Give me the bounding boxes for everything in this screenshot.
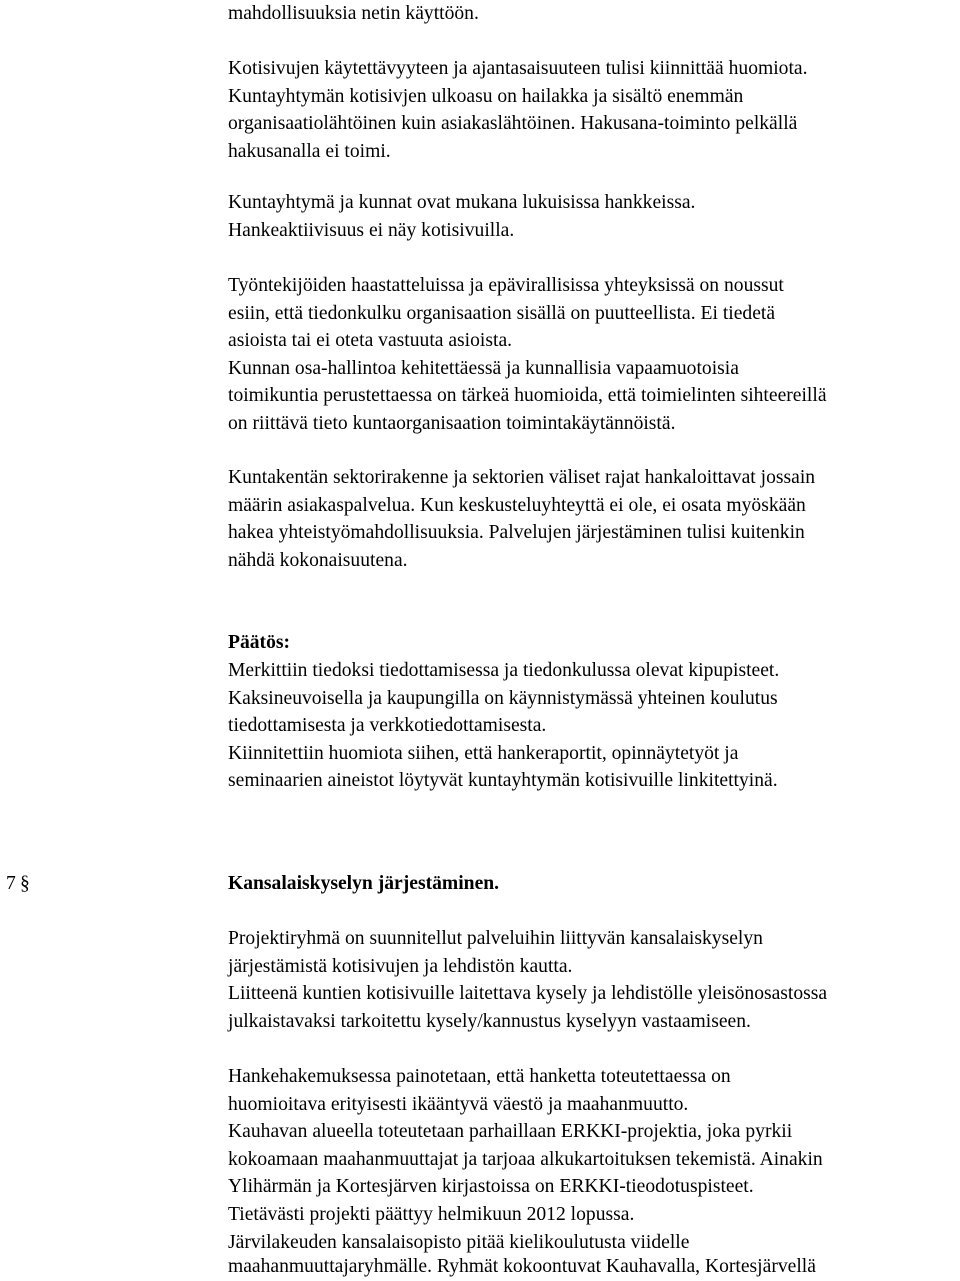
text-line: Projektiryhmä on suunnitellut palveluihin liittyvän kansalaiskyselyn — [228, 928, 763, 949]
text-line: Työntekijöiden haastatteluissa ja epävirallisissa yhteyksissä on noussut — [228, 275, 784, 296]
section-symbol: § — [20, 873, 30, 894]
text-line: Liitteenä kuntien kotisivuille laitettava kysely ja lehdistölle yleisönosastossa — [228, 983, 828, 1005]
text-line: Ylihärmän ja Kortesjärven kirjastoissa on ERKKI-tieodotuspisteet. — [228, 1176, 754, 1198]
text-line: on riittävä tieto kuntaorganisaation toimintakäytännöistä. — [228, 413, 676, 434]
text-line: julkaistavaksi tarkoitettu kysely/kannustus kyselyyn vastaamiseen. — [228, 1010, 751, 1032]
text-line: Kuntakentän sektorirakenne ja sektorien väliset rajat hankaloittavat jossain — [228, 467, 816, 488]
text-line: toimikuntia perustettaessa on tärkeä huomioida, että toimielinten sihteereillä — [228, 385, 827, 407]
text-line: mahdollisuuksia netin käyttöön. — [228, 3, 479, 24]
text-line: Kunnan osa-hallintoa kehitettäessä ja kunnallisia vapaamuotoisia — [228, 357, 739, 379]
text-line: huomioitava erityisesti ikääntyvä väestö ja maahanmuutto. — [228, 1093, 689, 1115]
text-line: Kaksineuvoisella ja kaupungilla on käynnistymässä yhteinen koulutus — [228, 687, 778, 709]
text-line: Tietävästi projekti päättyy helmikuun 2012 lopussa. — [228, 1204, 635, 1225]
text-line: Kiinnitettiin huomiota siihen, että hankeraportit, opinnäytetyöt ja — [228, 742, 739, 764]
text-line: hakusanalla ei toimi. — [228, 140, 391, 162]
text-line: Hankeaktiivisuus ei näy kotisivuilla. — [228, 219, 515, 241]
text-line: määrin asiakaspalvelua. Kun keskusteluyhteyttä ei ole, ei osata myöskään — [228, 494, 806, 516]
text-line: seminaarien aineistot löytyvät kuntayhtymän kotisivuille linkitettyinä. — [228, 770, 778, 792]
text-line: Kotisivujen käytettävyyteen ja ajantasaisuuteen tulisi kiinnittää huomiota. — [228, 58, 808, 79]
text-line: kokoamaan maahanmuuttajat ja tarjoaa alkukartoituksen tekemistä. Ainakin — [228, 1148, 823, 1170]
text-line: nähdä kokonaisuutena. — [228, 549, 408, 571]
text-line: Kauhavan alueella toteutetaan parhaillaan ERKKI-projektia, joka pyrkii — [228, 1121, 793, 1143]
text-line: esiin, että tiedonkulku organisaation sisällä on puutteellista. Ei tiedetä — [228, 302, 776, 324]
section-title: Kansalaiskyselyn järjestäminen. — [228, 873, 500, 894]
text-line: asioista tai ei oteta vastuuta asioista. — [228, 330, 513, 352]
decision-heading: Päätös: — [228, 632, 291, 653]
text-line: maahanmuuttajaryhmälle. Ryhmät kokoontuvat Kauhavalla, Kortesjärvellä — [228, 1256, 816, 1277]
text-line: hakea yhteistyömahdollisuuksia. Palvelujen järjestäminen tulisi kuitenkin — [228, 522, 805, 544]
text-line: Hankehakemuksessa painotetaan, että hanketta toteutettaessa on — [228, 1066, 731, 1087]
text-line: Merkittiin tiedoksi tiedottamisessa ja tiedonkulussa olevat kipupisteet. — [228, 660, 780, 681]
text-line: järjestämistä kotisivujen ja lehdistön kautta. — [228, 955, 573, 977]
text-line: tiedottamisesta ja verkkotiedottamisesta. — [228, 715, 547, 737]
text-line: Kuntayhtymä ja kunnat ovat mukana lukuisissa hankkeissa. — [228, 192, 696, 213]
section-number: 7 — [6, 873, 16, 894]
text-line: organisaatiolähtöinen kuin asiakaslähtöinen. Hakusana-toiminto pelkällä — [228, 113, 798, 135]
text-line: Järvilakeuden kansalaisopisto pitää kielikoulutusta viidelle — [228, 1231, 690, 1253]
text-line: Kuntayhtymän kotisivjen ulkoasu on hailakka ja sisältö enemmän — [228, 85, 744, 107]
